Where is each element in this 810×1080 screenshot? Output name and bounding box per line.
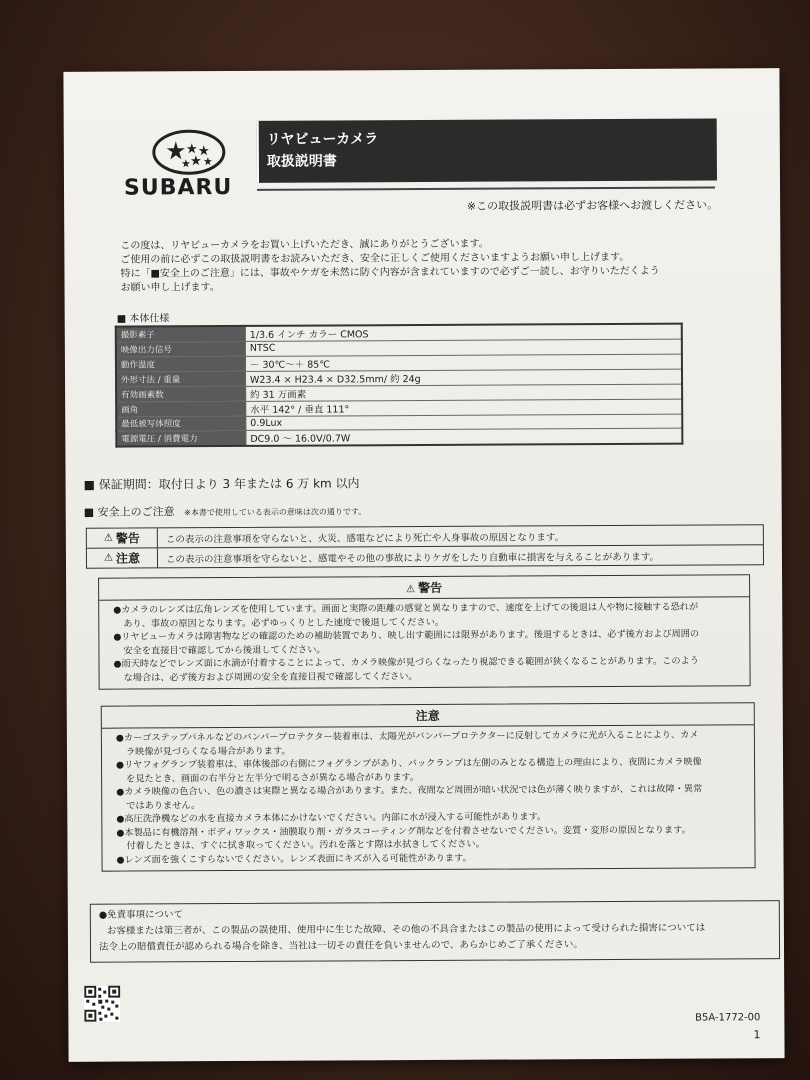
bullet-line: ●リヤフォグランプ装着車は、車体後部の右側にフォグランプがあり、バックランプは左側のみとなる構造上の理由により、夜間にカメラ映像	[116, 756, 702, 771]
disclaimer-line: お客様または第三者が、この製品の誤使用、使用中に生じた故障、その他の不具合またはこの製品の使用によって受けられた損害については	[106, 922, 706, 937]
manual-sheet	[63, 68, 784, 1062]
document-subtitle: 取扱説明書	[266, 153, 337, 170]
page-number: 1	[753, 1028, 761, 1042]
spec-value: W23.4 × H23.4 × D32.5mm/ 約 24g	[245, 369, 682, 386]
signal-label: 注意	[115, 551, 140, 566]
spec-key: 有効画素数	[116, 386, 246, 402]
spec-key: 動作温度	[116, 356, 246, 372]
spec-value: － 30℃～＋ 85℃	[245, 354, 682, 371]
signal-label: 警告	[115, 531, 140, 546]
intro-line: お願い申し上げます。	[120, 282, 220, 294]
spec-table	[115, 323, 684, 448]
signal-word-legend	[86, 524, 764, 569]
warning-box-body	[99, 597, 749, 688]
spec-key: 映像出力信号	[116, 341, 246, 356]
spec-value: 水平 142° / 垂直 111°	[246, 399, 683, 416]
brand-wordmark: SUBARU	[123, 174, 233, 201]
bullet-line: あり、事故の原因となります。必ずゆっくりとした速度で後退してください。	[123, 616, 445, 630]
spec-value: 0.9Lux	[246, 414, 683, 431]
handover-note: ※この取扱説明書は必ずお客様へお渡しください。	[466, 198, 719, 213]
bullet-line: 付着したときは、すぐに拭き取ってください。汚れを落とす際は水拭きしてください。	[126, 838, 485, 852]
spec-key: 撮影素子	[116, 326, 246, 342]
bullet-line: 安全を直接目で確認してから後退してください。	[123, 644, 326, 657]
spec-row	[116, 428, 682, 446]
signal-row-caution	[87, 545, 763, 568]
subaru-emblem-icon	[152, 129, 226, 175]
intro-line: ご使用の前に必ずこの取扱説明書をお読みいただき、安全に正しくご使用くださいますようお願い申し上げます。	[120, 251, 630, 266]
bullet-line: ●カーゴステップパネルなどのバンパープロテクター装着車は、太陽光がバンパープロテクターに反射してカメラに光が入ることにより、カメ	[115, 729, 699, 744]
warning-triangle-icon: ⚠	[103, 532, 113, 544]
caution-box-body	[102, 725, 755, 870]
signal-description: この表示の注意事項を守らないと、火災、感電などにより死亡や人身事故の原因となります。	[165, 531, 565, 545]
spec-key: 最低被写体照度	[116, 416, 246, 431]
disclaimer-heading: ●免責事項について	[98, 909, 183, 921]
bullet-line: ●カメラ映像の色合い、色の濃さは実際と異なる場合があります。また、夜間など周囲が暗い状況では色が薄く映りますが、これは故障・異常	[116, 783, 703, 798]
bullet-line: ●レンズ面を強くこすらないでください。レンズ表面にキズが入る可能性があります。	[116, 852, 472, 866]
qr-code-icon	[84, 986, 120, 1022]
spec-value: NTSC	[245, 339, 682, 356]
spec-value: 1/3.6 インチ カラー CMOS	[245, 324, 682, 342]
spec-value: 約 31 万画素	[246, 384, 683, 401]
caution-box	[101, 702, 756, 871]
intro-line: この度は、リヤビューカメラをお買い上げいただき、誠にありがとうございます。	[120, 238, 489, 252]
bullet-line: ●高圧洗浄機などの水を直接カメラ本体にかけないでください。内部に水が浸入する可能性があります。	[116, 811, 547, 825]
spec-key: 電源電圧 / 消費電力	[116, 430, 246, 446]
document-code: B5A-1772-00	[695, 1012, 761, 1024]
bullet-line: ●カメラのレンズは広角レンズを使用しています。画面と実際の距離の感覚と異なりますので、速度を上げての後退は人や物に接触する恐れが	[113, 601, 699, 616]
signal-description: この表示の注意事項を守らないと、感電やその他の事故によりケガをしたり自動車に損害を与えることがあります。	[165, 551, 660, 565]
document-title: リヤビューカメラ	[266, 131, 379, 148]
bullet-line: な場合は、必ず後方および周囲の安全を直接目視で確認してください。	[123, 670, 418, 684]
spec-value: DC9.0 ～ 16.0V/0.7W	[246, 428, 683, 446]
caution-box-title: 注意	[102, 703, 754, 728]
spec-key: 外形寸法 / 重量	[116, 371, 246, 387]
warning-box	[98, 574, 751, 689]
bullet-line: ラ映像が見づらくなる場合があります。	[125, 745, 291, 758]
bullet-line: を見たとき、画面の右半分と左半分で明るさが異なる場合があります。	[126, 771, 420, 785]
bullet-line: ●本製品に有機溶剤・ボディワックス・油膜取り剤・ガラスコーティング剤などを付着させないでください。変質・変形の原因となります。	[116, 824, 691, 839]
warranty-period: ■ 保証期間：取付日より 3 年または 6 万 km 以内	[83, 476, 360, 492]
warning-triangle-icon: ⚠	[406, 584, 416, 596]
spec-heading: ■ 本体仕様	[116, 313, 170, 325]
safety-note: ※本書で使用している表示の意味は次の通りです。	[184, 507, 367, 518]
bullet-line: ●雨天時などでレンズ面に水滴が付着することによって、カメラ映像が見づらくなったり視認できる範囲が狭くなることがあります。このよう	[113, 655, 699, 670]
bullet-line: ●リヤビューカメラは障害物などの確認のための補助装置であり、映し出す範囲には限界があります。後退するときは、必ず後方および周囲の	[113, 628, 700, 643]
intro-line: 特に「■安全上のご注意」には、事故やケガを未然に防ぐ内容が含まれていますので必ずご一読し、お守りいただくよう	[120, 265, 660, 280]
bullet-line: ではありません。	[126, 799, 201, 812]
title-divider	[257, 186, 715, 190]
warning-box-title: 警告	[418, 580, 443, 596]
title-bar	[257, 118, 717, 182]
disclaimer-box	[90, 900, 780, 963]
intro-paragraph	[120, 236, 720, 295]
warning-triangle-icon: ⚠	[103, 552, 113, 564]
disclaimer-line: 法令上の賠償責任が認められる場合を除き、当社は一切その責任を負いませんので、あらかじめご了承ください。	[98, 939, 583, 953]
spec-key: 画角	[116, 401, 246, 417]
safety-heading	[84, 502, 367, 519]
safety-heading-label: ■ 安全上のご注意	[83, 505, 175, 519]
